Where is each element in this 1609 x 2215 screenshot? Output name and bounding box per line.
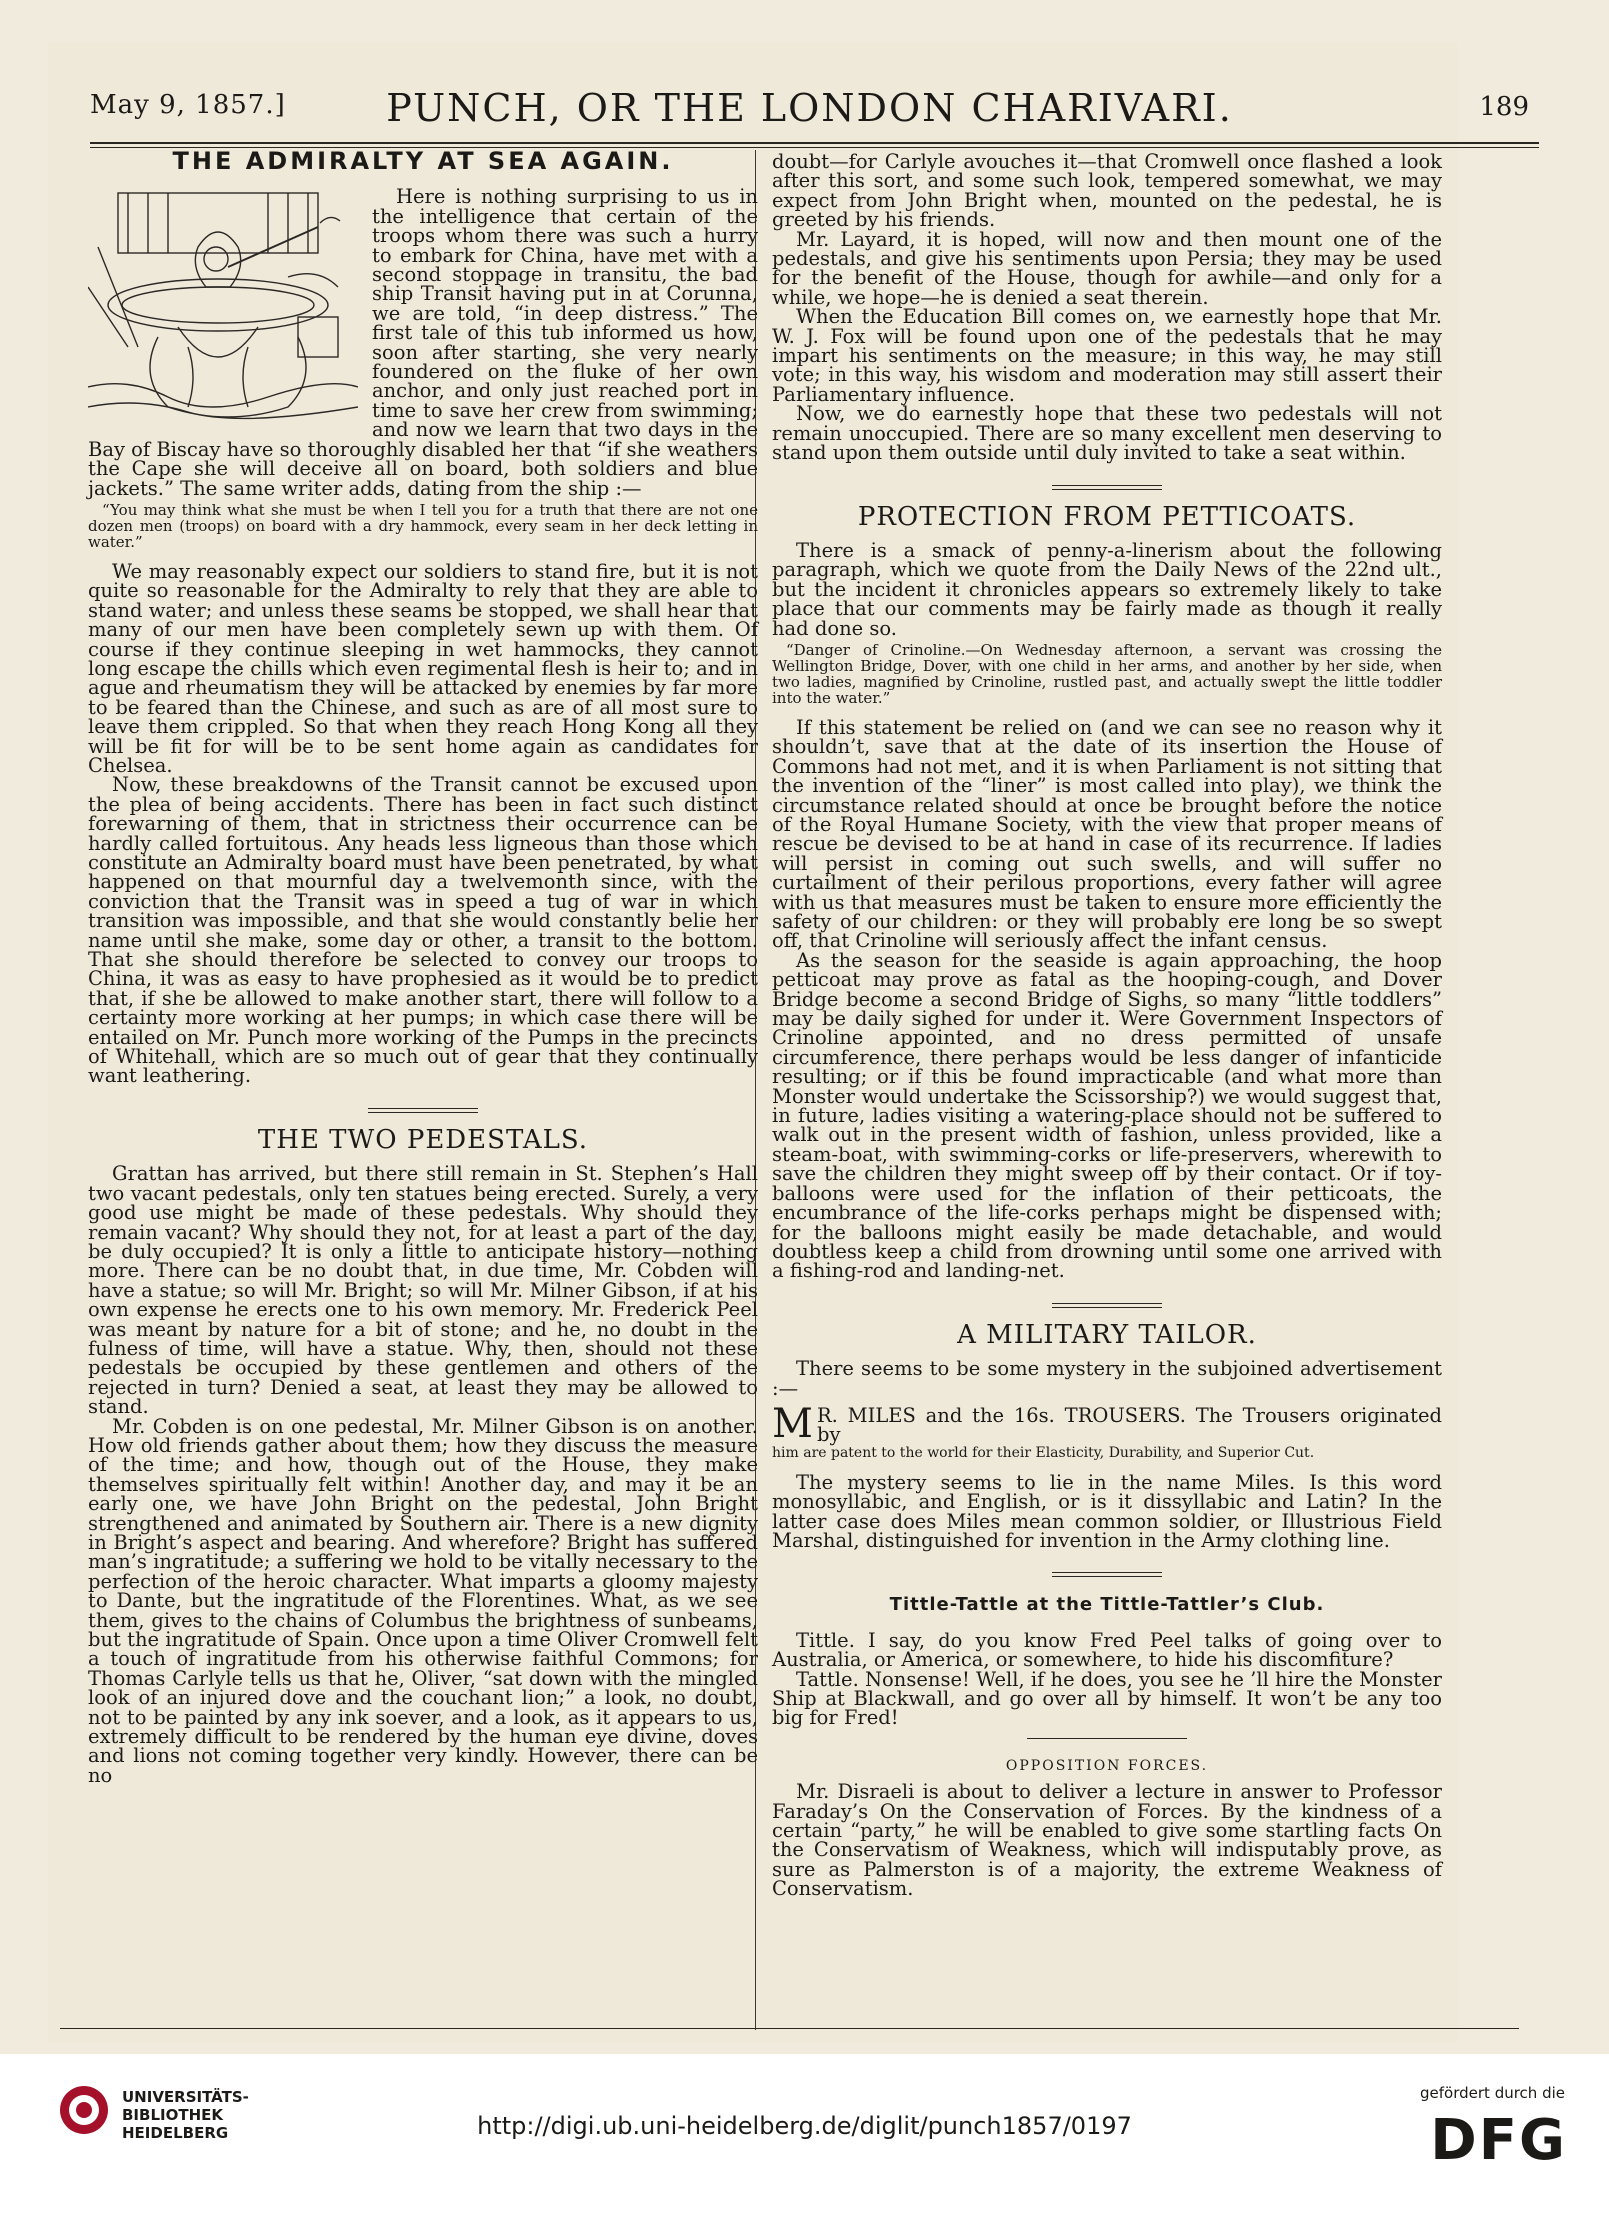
admiralty-para-1: Here is nothing surprising to us in the intelligence that certain of the troops whom there was such a hurry to embark for China, have met with a second stoppage in transitu, the bad ship Transit having put in at Corunna, we are told, “in deep distress.” The first tale of this tub informed us how, soon after starting, she very nearly foundered on the fluke of her own anchor, and only just reached port in time to save her crew from swimming; and now we learn that two days in the Bay of Biscay have so thoroughly disabled her that “if she weathers the Cape she will deceive all on board, both soldiers and blue jackets.” The same writer adds, dating from the ship :— xyxy=(88,185,758,500)
left-column xyxy=(88,147,758,1787)
article-heading-petticoats: PROTECTION FROM PETTICOATS. xyxy=(857,501,1357,532)
admiralty-quote: “You may think what she must be when I tell you for a truth that there are not one dozen men (troops) on board with a dry hammock, every seam in her deck letting in water.” xyxy=(88,500,758,551)
ship-illustration xyxy=(88,187,358,423)
ad-line-2: him are patent to the world for their Elasticity, Durability, and Superior Cut. xyxy=(772,1444,1315,1461)
ad-initial: M xyxy=(772,1400,813,1447)
section-divider xyxy=(368,1108,478,1113)
admiralty-para-2: We may reasonably expect our soldiers to stand fire, but it is not quite so reasonable for the Admiralty to rely that they are able to stand water; and unless these seams be stopped, we shall hear that many of our men have been completely sewn up with them. Of course if they continue sleeping in wet hammocks, they cannot long escape the chills which even regimental flesh is heir to; and in ague and rheumatism they will be attacked by enemies by far more to be feared than the Chinese, and such as are of all most sure to leave them crippled. So that when they reach Hong Kong all they will be fit for will be to be sent home again as candidates for Chelsea. xyxy=(88,559,758,777)
opposition-para-1: Mr. Disraeli is about to deliver a lecture in answer to Professor Faraday’s On the Conservation of Forces. By the kindness of a certain “party,” he will be enabled to give some startling facts On the Conservatism of Weakness, which will indisputably prove, as sure as Palmerston is of a majority, the extreme Weakness of Conservatism. xyxy=(772,1780,1442,1901)
tittle-para-1: Tittle. I say, do you know Fred Peel talks of going over to Australia, or America, or somewhere, to hide his discomfiture? xyxy=(772,1628,1442,1672)
page-header xyxy=(90,52,1529,132)
digitization-footer xyxy=(0,2054,1609,2215)
ad-line-1: R. MILES and the 16s. TROUSERS. The Trousers originated by xyxy=(816,1403,1442,1447)
library-name: UNIVERSITÄTS- BIBLIOTHEK HEIDELBERG xyxy=(122,2088,249,2142)
petticoats-para-3: As the season for the seaside is again approaching, the hoop petticoat may prove as fatal as the hooping-cough, and Dover Bridge become a second Bridge of Sighs, so many “little toddlers” may be daily sighed for under it. Were Government Inspectors of Crinoline appointed, and no dress permitted of unsafe circumference, there perhaps would be less danger of infanticide resulting; or if this be found impracticable (and what more than Monster would undertake the Scissorship?) we would suggest that, in future, ladies visiting a watering-place should not be suffered to walk out in the present width of fashion, unless provided, like a steam-boat, with swimming-corks or life-preservers, wherewith to save the children they might sweep off by their contact. Or if toy-balloons were used for the inflation of their petticoats, the encumbrance of the life-corks perhaps might be dispensed with; for the balloons might easily be made detachable, and would doubtless keep a child from drowning until some one arrived with a fishing-rod and landing-net. xyxy=(772,948,1442,1283)
section-divider xyxy=(1052,1572,1162,1577)
pedestals-cont-para-2: Mr. Layard, it is hoped, will now and then mount one of the pedestals, and give his sentiments upon Persia; they may be used for the benefit of the House, though for awhile—and only for a while, we hope—he is denied a seat therein. xyxy=(772,227,1442,309)
header-date: May 9, 1857.] xyxy=(90,90,286,120)
pedestals-cont-para-1: doubt—for Carlyle avouches it—that Cromwell once flashed a look after this sort, and some such look, tempered somewhat, we may expect from John Bright when, mounted on the pedestal, he is greeted by his friends. xyxy=(772,150,1442,232)
petticoats-quote: “Danger of Crinoline.—On Wednesday afternoon, a servant was crossing the Wellington Bridge, Dover, with one child in her arms, and another by her side, when two ladies, magnified by Crinoline, rustled past, and actually swept the little toddler into the water.” xyxy=(772,640,1442,707)
permalink-url[interactable]: http://digi.ub.uni-heidelberg.de/diglit/punch1857/0197 xyxy=(477,2112,1132,2140)
section-divider xyxy=(1052,485,1162,490)
header-rule xyxy=(90,142,1539,144)
article-heading-admiralty: THE ADMIRALTY AT SEA AGAIN. xyxy=(172,147,674,175)
pedestals-cont-para-3: When the Education Bill comes on, we earnestly hope that Mr. W. J. Fox will be found upon one of the pedestals that he may impart his sentiments on the measure; in this way, he may still vote; in this way, his wisdom and moderation may still assert their Parliamentary influence. xyxy=(772,305,1442,406)
section-divider xyxy=(1052,1303,1162,1308)
petticoats-para-1: There is a smack of penny-a-linerism about the following paragraph, which we quote from the Daily News of the 22nd ult., but the incident it chronicles appears so extremely likely to take place that our comments may be fairly made as though it really had done so. xyxy=(772,538,1442,640)
article-heading-tittle: Tittle-Tattle at the Tittle-Tattler’s Club. xyxy=(889,1594,1325,1616)
admiralty-para-3: Now, these breakdowns of the Transit cannot be excused upon the plea of being accidents. There has been in fact such distinct forewarning of them, that in strictness their occurrence can be hardly called fortuitous. Any heads less ligneous than those which constitute an Admiralty board must have been penetrated, by what happened on that mournful day a twelvemonth since, with the conviction that the Transit was in speed a tug of war in which transition was impossible, and that she would constantly belie her name until she make, some day or other, a transit to the bottom. That she should therefore be selected to convey our troops to China, it was as easy to have prophesied as it would be to predict that, if she be allowed to make another start, there will follow to a certainty more working at her pumps; in which case there will be entailed on Mr. Punch more working of the Pumps in the precincts of Whitehall, which are so much out of gear that they continually want leathering. xyxy=(88,773,758,1088)
header-page-number: 189 xyxy=(1479,92,1529,122)
tailor-para-2: The mystery seems to lie in the name Miles. Is this word monosyllabic, and English, or is it dissyllabic and Latin? In the latter case does Miles mean common soldier, or Illustrious Field Marshal, distinguished for invention in the Army clothing line. xyxy=(772,1470,1442,1552)
pedestals-para-1: Grattan has arrived, but there still remain in St. Stephen’s Hall two vacant pedestals, only ten statues being erected. Surely, a very good use might be made of these pedestals. Why should they remain vacant? Why should they not, for at least a part of the day, be duly occupied? It is only a little to anticipate history—nothing more. There can be no doubt that, in due time, Mr. Cobden will have a statue; so will Mr. Bright; so will Mr. Milner Gibson, if at his own expense he erects one to his own memory. Mr. Frederick Peel was meant by nature for a bit of stone; and he, no doubt in the fulness of time, will have a statue. Why, then, should not these pedestals be occupied by these gentlemen and others of the rejected in turn? Denied a seat, at least they may be allowed to stand. xyxy=(88,1162,758,1419)
pedestals-para-2: Mr. Cobden is on one pedestal, Mr. Milner Gibson is on another. How old friends gather about them; how they discuss the measure of the time; and how, though out of the House, they make themselves spiritually felt within! Another day, and may it be an early one, we have John Bright on the pedestal, John Bright strengthened and animated by Southern air. There is a new dignity in Bright’s aspect and bearing. And wherefore? Bright has suffered man’s ingratitude; a suffering we hold to be vitally necessary to the perfection of the heroic character. What imparts a gloomy majesty to Dante, but the ingratitude of the Florentines. What, as we see them, gives to the chains of Columbus the brightness of sunbeams, but the ingratitude of Spain. Once upon a time Oliver Cromwell felt a touch of ingratitude from his otherwise faithful Commons; for Thomas Carlyle tells us that he, Oliver, “sat down with the mingled look of an injured dove and the couchant lion;” a look, no doubt, not to be painted by any ink soever, and a look, as it appears to us, extremely difficult to be rendered by the human eye divine, doves and lions not coming together very kindly. However, there can be no xyxy=(88,1414,758,1787)
header-title: PUNCH, OR THE LONDON CHARIVARI. xyxy=(386,86,1233,130)
funded-by-text: gefördert durch die xyxy=(1420,2084,1565,2102)
tittle-para-2: Tattle. Nonsense! Well, if he does, you see he ’ll hire the Monster Ship at Blackwall, and go over all by himself. It won’t be any too big for Fred! xyxy=(772,1667,1442,1730)
advertisement xyxy=(772,1400,1442,1461)
right-column xyxy=(772,152,1442,1899)
pedestals-cont-para-4: Now, we do earnestly hope that these two pedestals will not remain unoccupied. There are so many excellent men deserving to stand upon them outside until duly invited to take a seat within. xyxy=(772,402,1442,465)
page-bottom-rule xyxy=(60,2028,1519,2029)
petticoats-para-2: If this statement be relied on (and we can see no reason why it shouldn’t, save that at the date of its insertion the House of Commons had not met, and it is when Parliament is not sitting that the invention of the “liner” is most called into play), we think the circumstance related should at once be brought before the notice of the Royal Humane Society, with the view that proper means of rescue be devised to be at hand in case of its recurrence. If ladies will persist in coming out such swells, and will suffer no curtailment of their perilous proportions, every father will agree with us that measures must be taken to ensure more efficiently the safety of our children: or they will probably ere long be so swept off, that Crinoline will seriously affect the infant census. xyxy=(772,715,1442,953)
tailor-para-1: There seems to be some mystery in the subjoined advertisement :— xyxy=(772,1357,1442,1400)
short-rule xyxy=(1027,1738,1187,1739)
dfg-logo: DFG xyxy=(1430,2108,1567,2173)
article-heading-tailor: A MILITARY TAILOR. xyxy=(957,1319,1257,1350)
article-heading-pedestals: THE TWO PEDESTALS. xyxy=(257,1124,589,1155)
article-heading-opposition: OPPOSITION FORCES. xyxy=(1005,1757,1209,1774)
